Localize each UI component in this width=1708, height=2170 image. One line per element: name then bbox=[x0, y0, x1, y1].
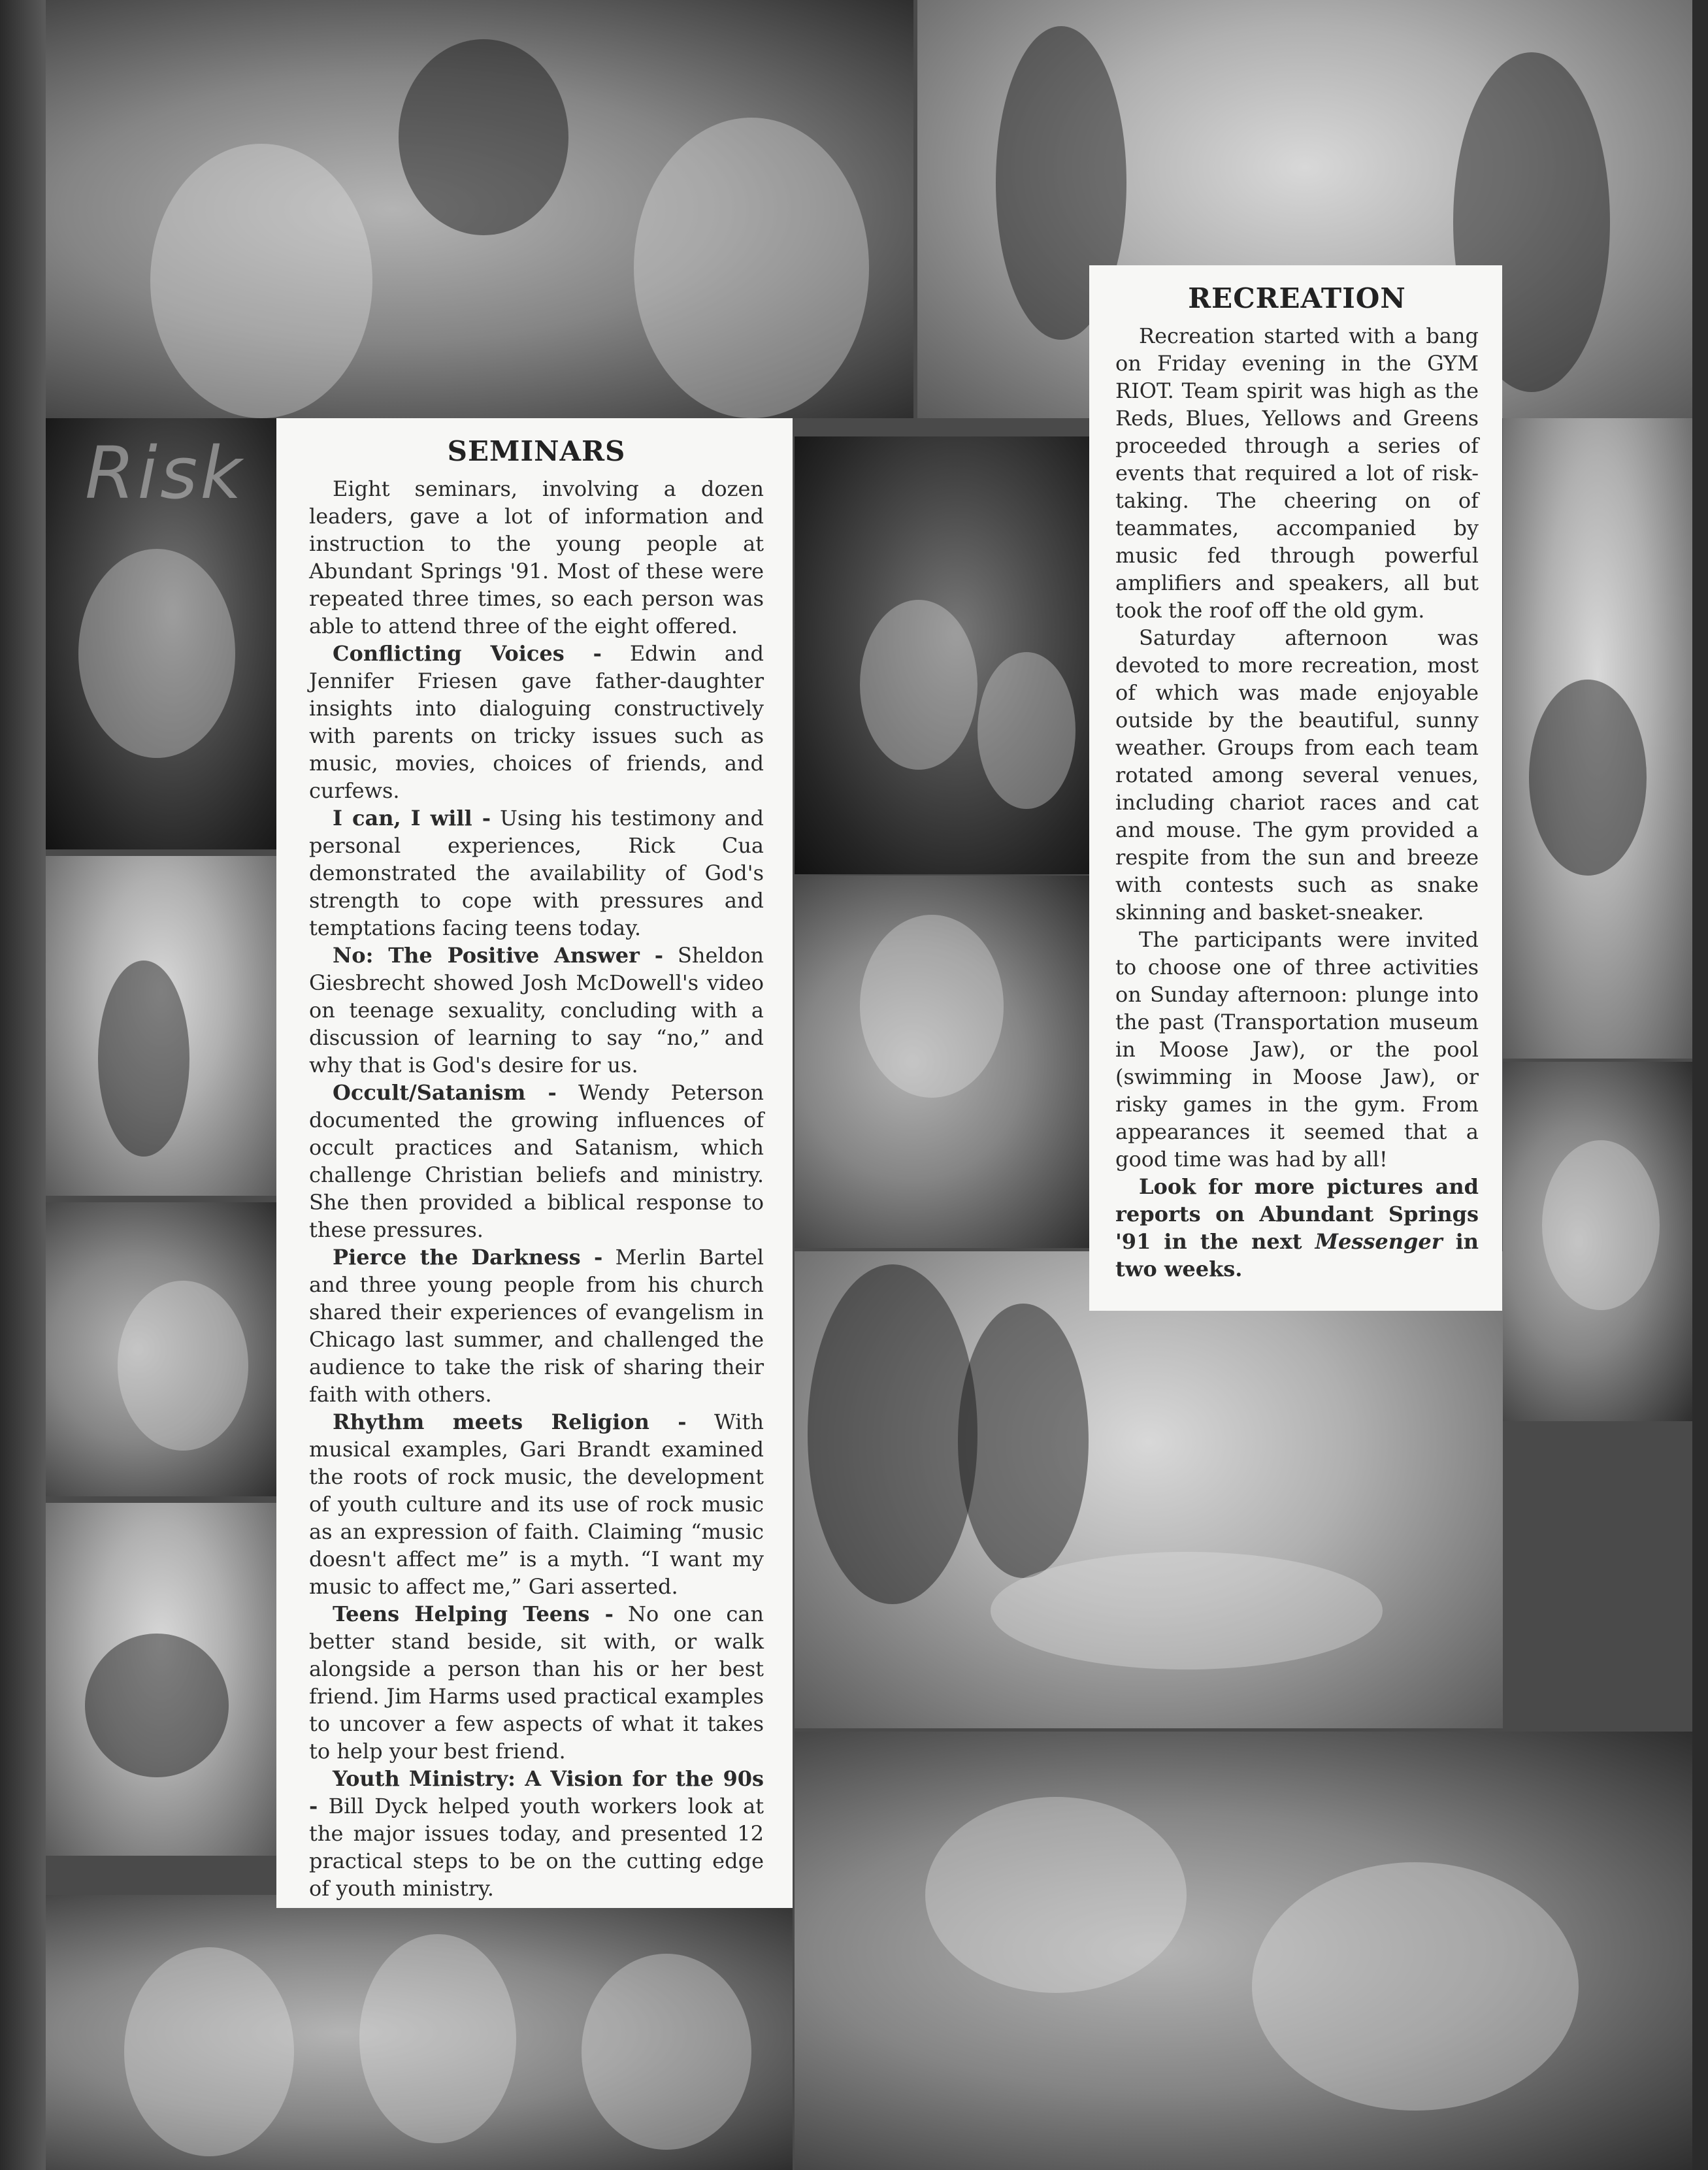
seminar-item bbox=[309, 942, 764, 1079]
seminar-text: With musical examples, Gari Brandt examined the roots of rock music, the development of youth culture and its use of rock music as an expression of faith. Claiming “music doesn't affect me” is a myth. “I want my music to affect me,” Gari asserted. bbox=[309, 1409, 764, 1599]
photo-chariot-race bbox=[46, 1503, 276, 1856]
photo-gym-newspaper-chaos bbox=[795, 1732, 1692, 2170]
seminar-text: Bill Dyck helped youth workers look at the major issues today, and presented 12 practical steps to be on the cutting edge of youth ministry. bbox=[309, 1794, 764, 1901]
photo-speaker-at-podium bbox=[46, 1202, 276, 1496]
recreation-paragraph: The participants were invited to choose one of three activities on Sunday afternoon: plunge into the past (Transportation museum in Moose Jaw), or the pool (swimming in Moose Jaw), or risky games in the gym. From appearances it seemed that a good time was had by all! bbox=[1115, 927, 1479, 1172]
seminar-heading: I can, I will - bbox=[333, 806, 491, 830]
seminar-item bbox=[309, 1243, 764, 1408]
seminar-heading: Occult/Satanism - bbox=[333, 1080, 557, 1105]
seminar-heading: Rhythm meets Religion - bbox=[333, 1409, 687, 1434]
seminar-text: Sheldon Giesbrecht showed Josh McDowell's video on teenage sexuality, concluding with a discussion of learning to say “no,” and why that is God's desire for us. bbox=[309, 943, 764, 1077]
photo-audience-girls bbox=[46, 1895, 793, 2170]
seminar-item bbox=[309, 640, 764, 804]
seminar-heading: No: The Positive Answer - bbox=[333, 943, 664, 968]
seminars-title: SEMINARS bbox=[447, 435, 626, 467]
photo-referees-eating-contest bbox=[795, 1251, 1503, 1728]
seminar-heading: Teens Helping Teens - bbox=[333, 1602, 614, 1626]
seminar-item bbox=[309, 1600, 764, 1765]
seminar-text: Merlin Bartel and three young people from his church shared their experiences of evangelism in Chicago last summer, and challenged the audience to take the risk of sharing their faith with others. bbox=[309, 1245, 764, 1407]
seminar-text: Wendy Peterson documented the growing influences of occult practices and Satanism, which challenge Christian beliefs and ministry. She then provided a biblical response to these pressures. bbox=[309, 1080, 764, 1242]
recreation-article bbox=[1089, 265, 1502, 1311]
closing-text: Look for more pictures and reports on Abundant Springs '91 in the next bbox=[1115, 1174, 1479, 1254]
seminar-heading: Youth Ministry: A Vision for the 90s - bbox=[309, 1766, 764, 1818]
closing-text-end: in two weeks. bbox=[1115, 1229, 1479, 1281]
photo-girl-at-table bbox=[1503, 1062, 1692, 1421]
photo-speaker-patterned-shirt bbox=[795, 876, 1089, 1248]
photo-seminar-classroom bbox=[46, 0, 913, 418]
seminar-text: Edwin and Jennifer Friesen gave father-daughter insights into dialoguing constructively with parents on tricky issues such as music, movies, choices of friends, and curfews. bbox=[309, 641, 764, 803]
recreation-paragraph: Recreation started with a bang on Friday evening in the GYM RIOT. Team spirit was high as the Reds, Blues, Yellows and Greens proceeded through a series of events that required a lot of risk-taking. The cheering on of teammates, accompanied by music fed through powerful amplifiers and speakers, all but took the roof off the old gym. bbox=[1115, 323, 1479, 623]
seminar-item bbox=[309, 1765, 764, 1902]
seminar-text: Using his testimony and personal experiences, Rick Cua demonstrated the availability of God's strength to cope with pressures and temptations facing teens today. bbox=[309, 806, 764, 940]
page-left-edge bbox=[0, 0, 46, 2170]
seminar-item bbox=[309, 1079, 764, 1243]
recreation-closing-note bbox=[1115, 1173, 1479, 1283]
seminar-text: No one can better stand beside, sit with, or walk alongside a person than his or her best friend. Jim Harms used practical examples to uncover a few aspects of what it takes to help your best friend. bbox=[309, 1602, 764, 1764]
photo-outdoor-field-crowd bbox=[46, 856, 276, 1196]
risk-sign: Risk bbox=[85, 431, 245, 515]
recreation-paragraph: Saturday afternoon was devoted to more recreation, most of which was made enjoyable outside by the beautiful, sunny weather. Groups from each team rotated among several venues, including chariot races and cat and mouse. The gym provided a respite from the sun and breeze with contests such as snake skinning and basket-sneaker. bbox=[1115, 625, 1479, 925]
seminars-article bbox=[276, 418, 793, 1908]
seminar-heading: Conflicting Voices - bbox=[333, 641, 602, 666]
seminar-item bbox=[309, 1408, 764, 1600]
photo-newspaper-toss bbox=[1503, 418, 1692, 1059]
seminars-intro: Eight seminars, involving a dozen leaders, gave a lot of information and instruction to the young people at Abundant Springs '91. Most of these were repeated three times, so each person was able to attend three of the eight offered. bbox=[309, 476, 764, 638]
recreation-title: RECREATION bbox=[1188, 282, 1406, 314]
seminar-heading: Pierce the Darkness - bbox=[333, 1245, 603, 1270]
page-right-edge bbox=[1692, 0, 1708, 2170]
publication-name: Messenger bbox=[1315, 1229, 1443, 1254]
seminar-item bbox=[309, 804, 764, 942]
photo-seated-audience bbox=[795, 436, 1089, 874]
